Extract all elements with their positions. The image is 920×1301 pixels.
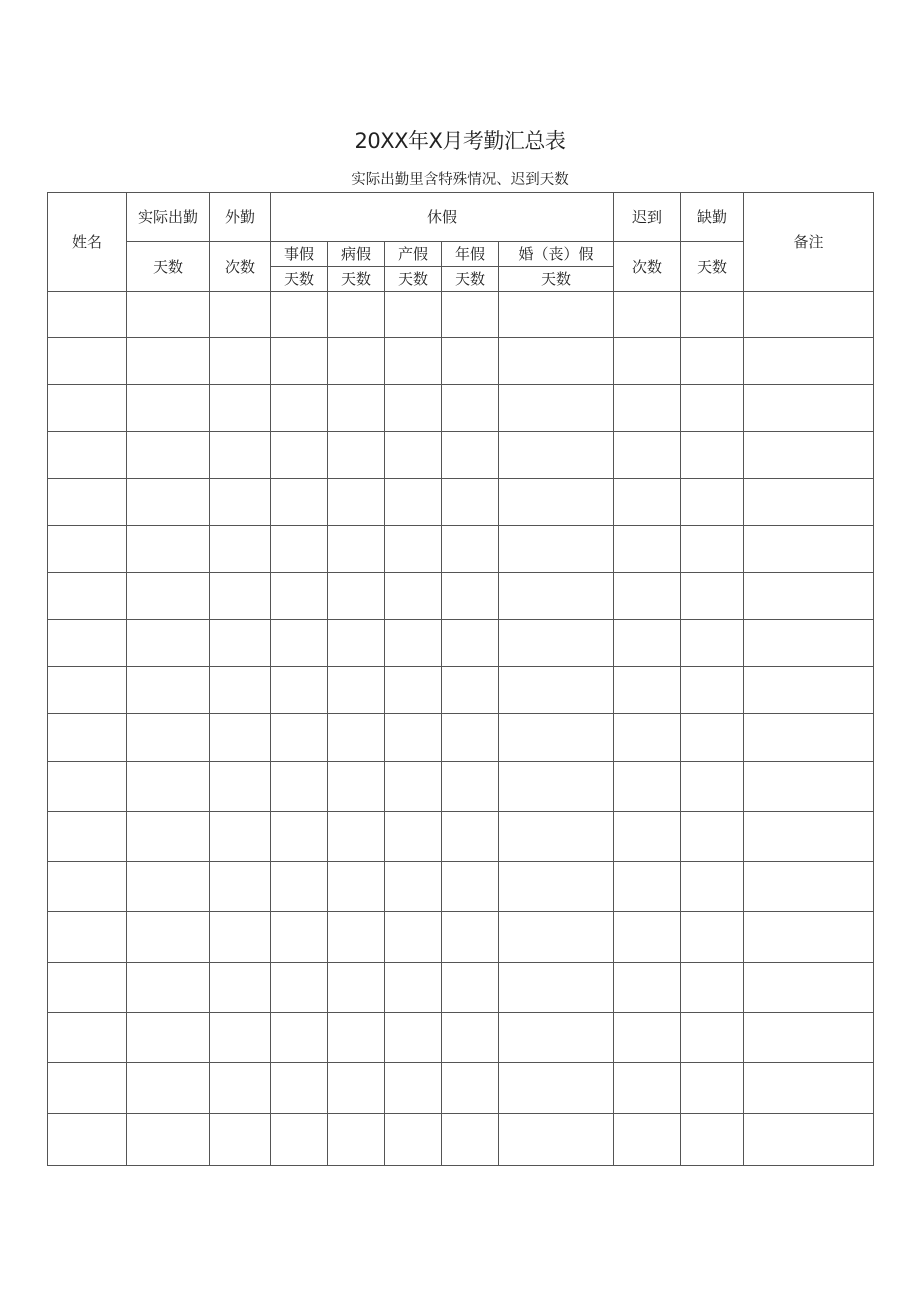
table-cell[interactable] bbox=[48, 432, 127, 479]
table-cell[interactable] bbox=[127, 1114, 210, 1166]
table-cell[interactable] bbox=[328, 479, 385, 526]
table-cell[interactable] bbox=[127, 479, 210, 526]
table-cell[interactable] bbox=[48, 1063, 127, 1114]
table-cell[interactable] bbox=[385, 526, 442, 573]
table-cell[interactable] bbox=[210, 526, 271, 573]
table-cell[interactable] bbox=[328, 385, 385, 432]
table-cell[interactable] bbox=[271, 385, 328, 432]
table-cell[interactable] bbox=[499, 1013, 614, 1063]
table-cell[interactable] bbox=[744, 862, 874, 912]
table-cell[interactable] bbox=[328, 762, 385, 812]
table-cell[interactable] bbox=[442, 1013, 499, 1063]
table-cell[interactable] bbox=[614, 526, 681, 573]
table-cell[interactable] bbox=[681, 573, 744, 620]
table-cell[interactable] bbox=[385, 963, 442, 1013]
table-cell[interactable] bbox=[442, 620, 499, 667]
table-cell[interactable] bbox=[127, 912, 210, 963]
table-cell[interactable] bbox=[499, 812, 614, 862]
table-cell[interactable] bbox=[614, 1114, 681, 1166]
table-cell[interactable] bbox=[499, 963, 614, 1013]
table-cell[interactable] bbox=[499, 714, 614, 762]
table-cell[interactable] bbox=[48, 526, 127, 573]
table-cell[interactable] bbox=[614, 573, 681, 620]
table-cell[interactable] bbox=[127, 1013, 210, 1063]
table-cell[interactable] bbox=[385, 432, 442, 479]
header-actual-attendance: 实际出勤 bbox=[127, 193, 210, 242]
table-cell[interactable] bbox=[271, 1063, 328, 1114]
table-cell[interactable] bbox=[385, 912, 442, 963]
table-cell[interactable] bbox=[271, 479, 328, 526]
table-cell[interactable] bbox=[48, 714, 127, 762]
table-cell[interactable] bbox=[328, 1013, 385, 1063]
table-row bbox=[48, 479, 874, 526]
table-cell[interactable] bbox=[48, 812, 127, 862]
table-cell[interactable] bbox=[744, 1063, 874, 1114]
table-cell[interactable] bbox=[127, 963, 210, 1013]
table-cell[interactable] bbox=[681, 963, 744, 1013]
table-cell[interactable] bbox=[744, 338, 874, 385]
table-cell[interactable] bbox=[271, 526, 328, 573]
table-cell[interactable] bbox=[681, 912, 744, 963]
table-row bbox=[48, 526, 874, 573]
table-cell[interactable] bbox=[681, 479, 744, 526]
table-cell[interactable] bbox=[127, 667, 210, 714]
table-cell[interactable] bbox=[271, 573, 328, 620]
table-row bbox=[48, 1013, 874, 1063]
table-cell[interactable] bbox=[442, 963, 499, 1013]
table-cell[interactable] bbox=[328, 862, 385, 912]
header-leave-maternity: 产假 bbox=[385, 242, 442, 267]
table-cell[interactable] bbox=[271, 292, 328, 338]
table-cell[interactable] bbox=[442, 1114, 499, 1166]
header-leave-unit: 天数 bbox=[328, 267, 385, 292]
table-cell[interactable] bbox=[48, 573, 127, 620]
table-cell[interactable] bbox=[385, 812, 442, 862]
table-cell[interactable] bbox=[385, 714, 442, 762]
table-cell[interactable] bbox=[442, 912, 499, 963]
table-cell[interactable] bbox=[442, 1063, 499, 1114]
table-row bbox=[48, 385, 874, 432]
header-leave-annual: 年假 bbox=[442, 242, 499, 267]
table-row bbox=[48, 862, 874, 912]
header-row-1 bbox=[48, 193, 874, 242]
table-cell[interactable] bbox=[210, 479, 271, 526]
table-cell[interactable] bbox=[499, 479, 614, 526]
table-cell[interactable] bbox=[271, 1013, 328, 1063]
header-leave-unit: 天数 bbox=[271, 267, 328, 292]
table-cell[interactable] bbox=[210, 762, 271, 812]
table-cell[interactable] bbox=[271, 762, 328, 812]
table-cell[interactable] bbox=[442, 526, 499, 573]
table-cell[interactable] bbox=[499, 1114, 614, 1166]
table-cell[interactable] bbox=[48, 385, 127, 432]
table-cell[interactable] bbox=[127, 762, 210, 812]
table-cell[interactable] bbox=[442, 667, 499, 714]
table-cell[interactable] bbox=[385, 479, 442, 526]
table-cell[interactable] bbox=[127, 1063, 210, 1114]
table-cell[interactable] bbox=[681, 762, 744, 812]
table-cell[interactable] bbox=[385, 862, 442, 912]
table-cell[interactable] bbox=[442, 812, 499, 862]
table-cell[interactable] bbox=[127, 432, 210, 479]
table-cell[interactable] bbox=[499, 526, 614, 573]
table-cell[interactable] bbox=[385, 1114, 442, 1166]
table-cell[interactable] bbox=[328, 620, 385, 667]
table-row bbox=[48, 620, 874, 667]
table-cell[interactable] bbox=[210, 714, 271, 762]
table-cell[interactable] bbox=[499, 762, 614, 812]
table-cell[interactable] bbox=[385, 1013, 442, 1063]
table-row bbox=[48, 812, 874, 862]
table-cell[interactable] bbox=[210, 338, 271, 385]
table-cell[interactable] bbox=[681, 385, 744, 432]
table-cell[interactable] bbox=[271, 432, 328, 479]
table-cell[interactable] bbox=[681, 526, 744, 573]
table-cell[interactable] bbox=[271, 812, 328, 862]
table-cell[interactable] bbox=[210, 292, 271, 338]
table-cell[interactable] bbox=[48, 912, 127, 963]
table-cell[interactable] bbox=[271, 862, 328, 912]
table-row bbox=[48, 912, 874, 963]
table-cell[interactable] bbox=[210, 1114, 271, 1166]
table-cell[interactable] bbox=[210, 1013, 271, 1063]
table-cell[interactable] bbox=[127, 714, 210, 762]
table-cell[interactable] bbox=[271, 620, 328, 667]
table-cell[interactable] bbox=[744, 479, 874, 526]
table-cell[interactable] bbox=[614, 338, 681, 385]
table-cell[interactable] bbox=[48, 292, 127, 338]
table-cell[interactable] bbox=[681, 432, 744, 479]
table-cell[interactable] bbox=[442, 862, 499, 912]
table-cell[interactable] bbox=[210, 912, 271, 963]
table-cell[interactable] bbox=[681, 862, 744, 912]
table-cell[interactable] bbox=[614, 1013, 681, 1063]
table-cell[interactable] bbox=[271, 714, 328, 762]
table-cell[interactable] bbox=[48, 963, 127, 1013]
table-cell[interactable] bbox=[744, 292, 874, 338]
table-cell[interactable] bbox=[681, 667, 744, 714]
page-subtitle: 实际出勤里含特殊情况、迟到天数 bbox=[351, 172, 569, 188]
table-cell[interactable] bbox=[499, 667, 614, 714]
table-cell[interactable] bbox=[127, 385, 210, 432]
attendance-table bbox=[47, 192, 874, 1166]
header-leave-marriage-bereavement: 婚（丧）假 bbox=[499, 242, 614, 267]
table-cell[interactable] bbox=[210, 862, 271, 912]
table-cell[interactable] bbox=[210, 385, 271, 432]
table-cell[interactable] bbox=[681, 1013, 744, 1063]
table-cell[interactable] bbox=[499, 385, 614, 432]
table-cell[interactable] bbox=[210, 432, 271, 479]
header-leave-unit: 天数 bbox=[442, 267, 499, 292]
table-cell[interactable] bbox=[127, 812, 210, 862]
table-row bbox=[48, 573, 874, 620]
header-leave: 休假 bbox=[271, 193, 614, 242]
table-cell[interactable] bbox=[499, 1063, 614, 1114]
table-cell[interactable] bbox=[614, 912, 681, 963]
table-cell[interactable] bbox=[127, 526, 210, 573]
table-cell[interactable] bbox=[385, 385, 442, 432]
table-cell[interactable] bbox=[744, 1013, 874, 1063]
header-late-unit: 次数 bbox=[614, 242, 681, 292]
table-cell[interactable] bbox=[271, 912, 328, 963]
table-row bbox=[48, 667, 874, 714]
table-cell[interactable] bbox=[744, 762, 874, 812]
table-cell[interactable] bbox=[681, 1114, 744, 1166]
table-cell[interactable] bbox=[328, 912, 385, 963]
table-cell[interactable] bbox=[442, 479, 499, 526]
table-cell[interactable] bbox=[442, 573, 499, 620]
table-row bbox=[48, 762, 874, 812]
table-cell[interactable] bbox=[271, 1114, 328, 1166]
table-cell[interactable] bbox=[744, 714, 874, 762]
table-cell[interactable] bbox=[499, 292, 614, 338]
table-cell[interactable] bbox=[48, 479, 127, 526]
table-cell[interactable] bbox=[385, 338, 442, 385]
table-cell[interactable] bbox=[385, 573, 442, 620]
table-cell[interactable] bbox=[210, 963, 271, 1013]
table-cell[interactable] bbox=[681, 620, 744, 667]
table-cell[interactable] bbox=[48, 338, 127, 385]
table-cell[interactable] bbox=[499, 338, 614, 385]
header-late: 迟到 bbox=[614, 193, 681, 242]
table-cell[interactable] bbox=[48, 620, 127, 667]
table-cell[interactable] bbox=[614, 479, 681, 526]
table-cell[interactable] bbox=[442, 432, 499, 479]
table-cell[interactable] bbox=[210, 1063, 271, 1114]
table-cell[interactable] bbox=[442, 338, 499, 385]
table-cell[interactable] bbox=[614, 762, 681, 812]
table-cell[interactable] bbox=[328, 292, 385, 338]
table-cell[interactable] bbox=[614, 292, 681, 338]
table-cell[interactable] bbox=[681, 714, 744, 762]
header-leave-sick: 病假 bbox=[328, 242, 385, 267]
table-cell[interactable] bbox=[48, 1114, 127, 1166]
table-cell[interactable] bbox=[210, 573, 271, 620]
table-cell[interactable] bbox=[210, 667, 271, 714]
page-title: 20XX年X月考勤汇总表 bbox=[354, 129, 566, 153]
header-leave-unit: 天数 bbox=[385, 267, 442, 292]
header-field-work: 外勤 bbox=[210, 193, 271, 242]
table-cell[interactable] bbox=[127, 292, 210, 338]
table-cell[interactable] bbox=[744, 573, 874, 620]
table-cell[interactable] bbox=[271, 338, 328, 385]
table-cell[interactable] bbox=[744, 667, 874, 714]
table-cell[interactable] bbox=[328, 963, 385, 1013]
table-cell[interactable] bbox=[744, 812, 874, 862]
table-cell[interactable] bbox=[499, 620, 614, 667]
table-row bbox=[48, 1114, 874, 1166]
table-cell[interactable] bbox=[499, 912, 614, 963]
table-cell[interactable] bbox=[614, 667, 681, 714]
table-cell[interactable] bbox=[744, 432, 874, 479]
header-field-work-unit: 次数 bbox=[210, 242, 271, 292]
table-cell[interactable] bbox=[614, 963, 681, 1013]
table-cell[interactable] bbox=[614, 862, 681, 912]
header-leave-personal: 事假 bbox=[271, 242, 328, 267]
table-cell[interactable] bbox=[127, 338, 210, 385]
table-row bbox=[48, 714, 874, 762]
table-cell[interactable] bbox=[614, 385, 681, 432]
table-row bbox=[48, 338, 874, 385]
table-cell[interactable] bbox=[271, 667, 328, 714]
table-cell[interactable] bbox=[127, 620, 210, 667]
table-cell[interactable] bbox=[328, 714, 385, 762]
table-cell[interactable] bbox=[614, 620, 681, 667]
table-cell[interactable] bbox=[744, 385, 874, 432]
table-cell[interactable] bbox=[614, 432, 681, 479]
table-row bbox=[48, 432, 874, 479]
table-cell[interactable] bbox=[499, 862, 614, 912]
table-cell[interactable] bbox=[385, 762, 442, 812]
table-cell[interactable] bbox=[48, 667, 127, 714]
table-cell[interactable] bbox=[328, 526, 385, 573]
table-cell[interactable] bbox=[328, 1063, 385, 1114]
table-cell[interactable] bbox=[48, 862, 127, 912]
table-cell[interactable] bbox=[614, 714, 681, 762]
table-cell[interactable] bbox=[681, 1063, 744, 1114]
table-cell[interactable] bbox=[328, 432, 385, 479]
table-cell[interactable] bbox=[385, 667, 442, 714]
table-cell[interactable] bbox=[385, 620, 442, 667]
table-cell[interactable] bbox=[48, 1013, 127, 1063]
table-cell[interactable] bbox=[614, 1063, 681, 1114]
header-actual-attendance-unit: 天数 bbox=[127, 242, 210, 292]
table-cell[interactable] bbox=[328, 812, 385, 862]
table-cell[interactable] bbox=[210, 620, 271, 667]
header-name: 姓名 bbox=[48, 193, 127, 292]
table-cell[interactable] bbox=[744, 526, 874, 573]
table-cell[interactable] bbox=[499, 573, 614, 620]
table-cell[interactable] bbox=[385, 292, 442, 338]
table-row bbox=[48, 292, 874, 338]
table-row bbox=[48, 1063, 874, 1114]
table-cell[interactable] bbox=[744, 963, 874, 1013]
table-cell[interactable] bbox=[744, 1114, 874, 1166]
table-cell[interactable] bbox=[271, 963, 328, 1013]
table-cell[interactable] bbox=[48, 762, 127, 812]
table-cell[interactable] bbox=[328, 338, 385, 385]
table-cell[interactable] bbox=[442, 292, 499, 338]
header-leave-unit: 天数 bbox=[499, 267, 614, 292]
table-cell[interactable] bbox=[614, 812, 681, 862]
header-absent-unit: 天数 bbox=[681, 242, 744, 292]
table-cell[interactable] bbox=[442, 714, 499, 762]
table-cell[interactable] bbox=[681, 812, 744, 862]
table-cell[interactable] bbox=[744, 620, 874, 667]
table-cell[interactable] bbox=[328, 573, 385, 620]
table-cell[interactable] bbox=[328, 1114, 385, 1166]
header-remarks: 备注 bbox=[744, 193, 874, 292]
table-cell[interactable] bbox=[442, 385, 499, 432]
table-cell[interactable] bbox=[127, 862, 210, 912]
table-cell[interactable] bbox=[681, 292, 744, 338]
table-cell[interactable] bbox=[681, 338, 744, 385]
table-row bbox=[48, 963, 874, 1013]
table-cell[interactable] bbox=[499, 432, 614, 479]
table-cell[interactable] bbox=[442, 762, 499, 812]
header-absent: 缺勤 bbox=[681, 193, 744, 242]
table-cell[interactable] bbox=[127, 573, 210, 620]
table-cell[interactable] bbox=[328, 667, 385, 714]
table-cell[interactable] bbox=[385, 1063, 442, 1114]
table-cell[interactable] bbox=[744, 912, 874, 963]
table-cell[interactable] bbox=[210, 812, 271, 862]
